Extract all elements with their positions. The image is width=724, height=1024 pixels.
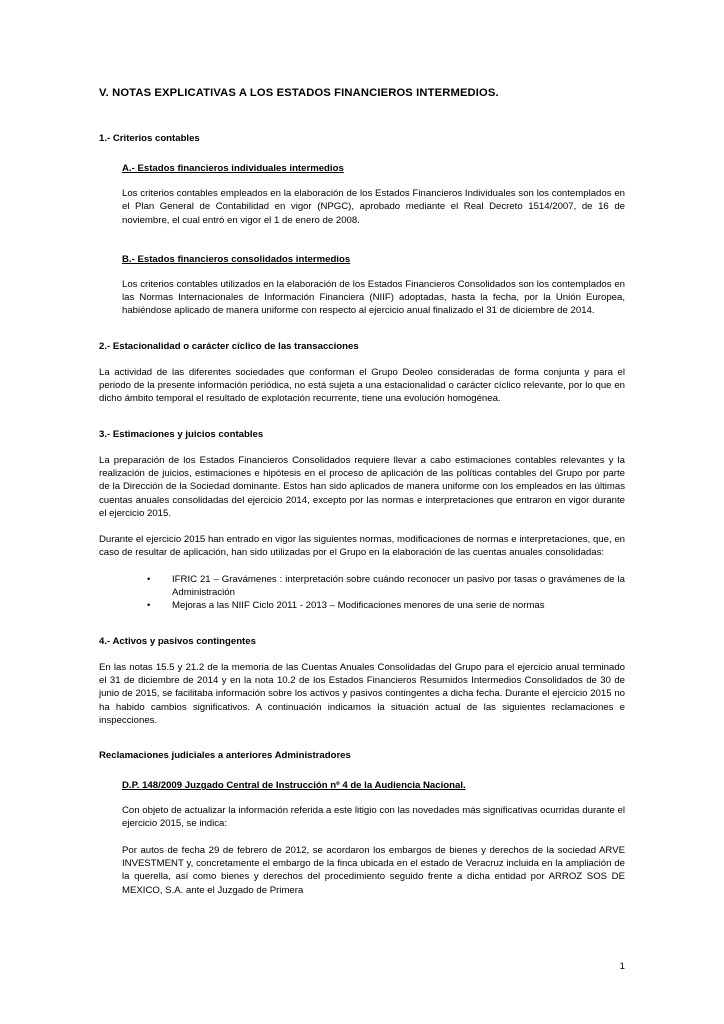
bullet-marker-icon: • <box>147 573 151 585</box>
case-heading-wrap <box>99 775 625 793</box>
bullet-marker-icon: • <box>147 600 151 612</box>
norms-bullet-list <box>99 573 625 613</box>
document-content <box>99 86 625 897</box>
section-paragraph-4: En las notas 15.5 y 21.2 de la memoria de las Cuentas Anuales Consolidadas del Grupo para el ejercicio anual terminado el 31 de diciembre de 2014 y en la nota 10.2 de los Estados Financieros Resumidos Intermedios Consolidados de 30 de junio de 2015, se facilitaba información sobre los activos y pasivos contingentes a dicha fecha. Durante el ejercicio 2015 no ha habido cambios significativos. A continuación indicamos la situación actual de las siguientes reclamaciones e inspecciones. <box>99 661 625 726</box>
subsection-heading-1b: B.- Estados financieros consolidados intermedios <box>122 253 351 265</box>
spacer <box>99 793 625 804</box>
page-number: 1 <box>619 961 625 972</box>
section-heading-1: 1.- Criterios contables <box>99 133 200 144</box>
section-paragraph-2: La actividad de las diferentes sociedades que conforman el Grupo Deoleo consideradas de forma conjunta y para el periodo de la presente información periódica, no está sujeta a una estacionalidad o carácter cíclico relevante, por lo que en dicho ámbito temporal el resultado de explotación recurrente, tiene una evolución homogénea. <box>99 366 625 405</box>
spacer <box>99 353 625 366</box>
spacer <box>99 520 625 533</box>
subsection-heading-1a: A.- Estados financieros individuales intermedios <box>122 163 344 174</box>
section-heading-3: 3.- Estimaciones y juicios contables <box>99 428 264 440</box>
list-item <box>147 573 625 600</box>
spacer <box>99 648 625 661</box>
spacer <box>99 267 625 278</box>
section-paragraph-3-2: Durante el ejercicio 2015 han entrado en vigor las siguientes normas, modificaciones de normas e interpretaciones, que, en caso de resultar de aplicación, han sido utilizadas por el Grupo en la elaboración de las cuentas anuales consolidadas: <box>99 534 625 559</box>
subsection-heading-a-wrap <box>99 158 625 176</box>
spacer <box>99 560 625 573</box>
spacer <box>99 100 625 132</box>
case-paragraph-2: Por autos de fecha 29 de febrero de 2012, se acordaron los embargos de bienes y derechos de la sociedad ARVE INVESTMENT y, concretamente el embargo de la finca ubicada en el estado de Veracruz incluida en la ampliación de la querella, así como bienes y derechos del procedimiento seguido frente a dicha entidad por ARROZ SOS DE MEXICO, S.A. ante el Juzgado de Primera <box>122 844 625 896</box>
case-paragraph-1: Con objeto de actualizar la información referida a este litigio con las novedades más significativas ocurridas durante el ejercicio 2015, se indica: <box>122 805 625 830</box>
subsection-paragraph-1a: Los criterios contables empleados en la elaboración de los Estados Financieros Individuales son los contemplados en el Plan General de Contabilidad en vigor (NPGC), aprobado mediante el Real Decreto 1514/2007, de 16 de noviembre, el cual entró en vigor el 1 de enero de 2008. <box>122 188 625 226</box>
section-heading-2: 2.- Estacionalidad o carácter cíclico de las transacciones <box>99 340 359 352</box>
spacer <box>99 176 625 187</box>
page-title: V. NOTAS EXPLICATIVAS A LOS ESTADOS FINANCIEROS INTERMEDIOS. <box>99 87 499 99</box>
section-heading-claims: Reclamaciones judiciales a anteriores Administradores <box>99 750 351 762</box>
spacer <box>99 441 625 454</box>
subsection-paragraph-1b: Los criterios contables utilizados en la elaboración de los Estados Financieros Consolidados son los contemplados en las Normas Internacionales de Información Financiera (NIIF) adoptadas, hasta la fecha, por la Unión Europea, habiéndose aplicado de manera uniforme con respecto al ejercicio anual finalizado el 31 de diciembre de 2014. <box>122 278 625 317</box>
spacer <box>99 727 625 749</box>
section-heading-4: 4.- Activos y pasivos contingentes <box>99 635 256 647</box>
spacer <box>99 762 625 775</box>
spacer <box>99 318 625 340</box>
list-item <box>147 599 625 612</box>
spacer <box>99 613 625 635</box>
case-heading: D.P. 148/2009 Juzgado Central de Instrucción nº 4 de la Audiencia Nacional. <box>122 780 466 792</box>
section-paragraph-3-1: La preparación de los Estados Financieros Consolidados requiere llevar a cabo estimaciones contables relevantes y la realización de juicios, estimaciones e hipótesis en el proceso de aplicación de las políticas contables del Grupo por parte de la Dirección de la Sociedad dominante. Estos han sido aplicados de manera uniforme con los empleados en las últimas cuentas anuales consolidadas del ejercicio 2014, excepto por las normas e interpretaciones que entraron en vigor durante el ejercicio 2015. <box>99 454 625 519</box>
list-item-label: IFRIC 21 – Gravámenes : interpretación sobre cuándo reconocer un pasivo por tasas o gravámenes de la Administración <box>172 573 625 599</box>
spacer <box>99 831 625 844</box>
list-item-label: Mejoras a las NIIF Ciclo 2011 - 2013 – Modificaciones menores de una serie de normas <box>172 600 545 612</box>
spacer <box>99 406 625 428</box>
subsection-heading-b-wrap <box>99 249 625 267</box>
spacer <box>99 227 625 249</box>
spacer <box>99 145 625 158</box>
